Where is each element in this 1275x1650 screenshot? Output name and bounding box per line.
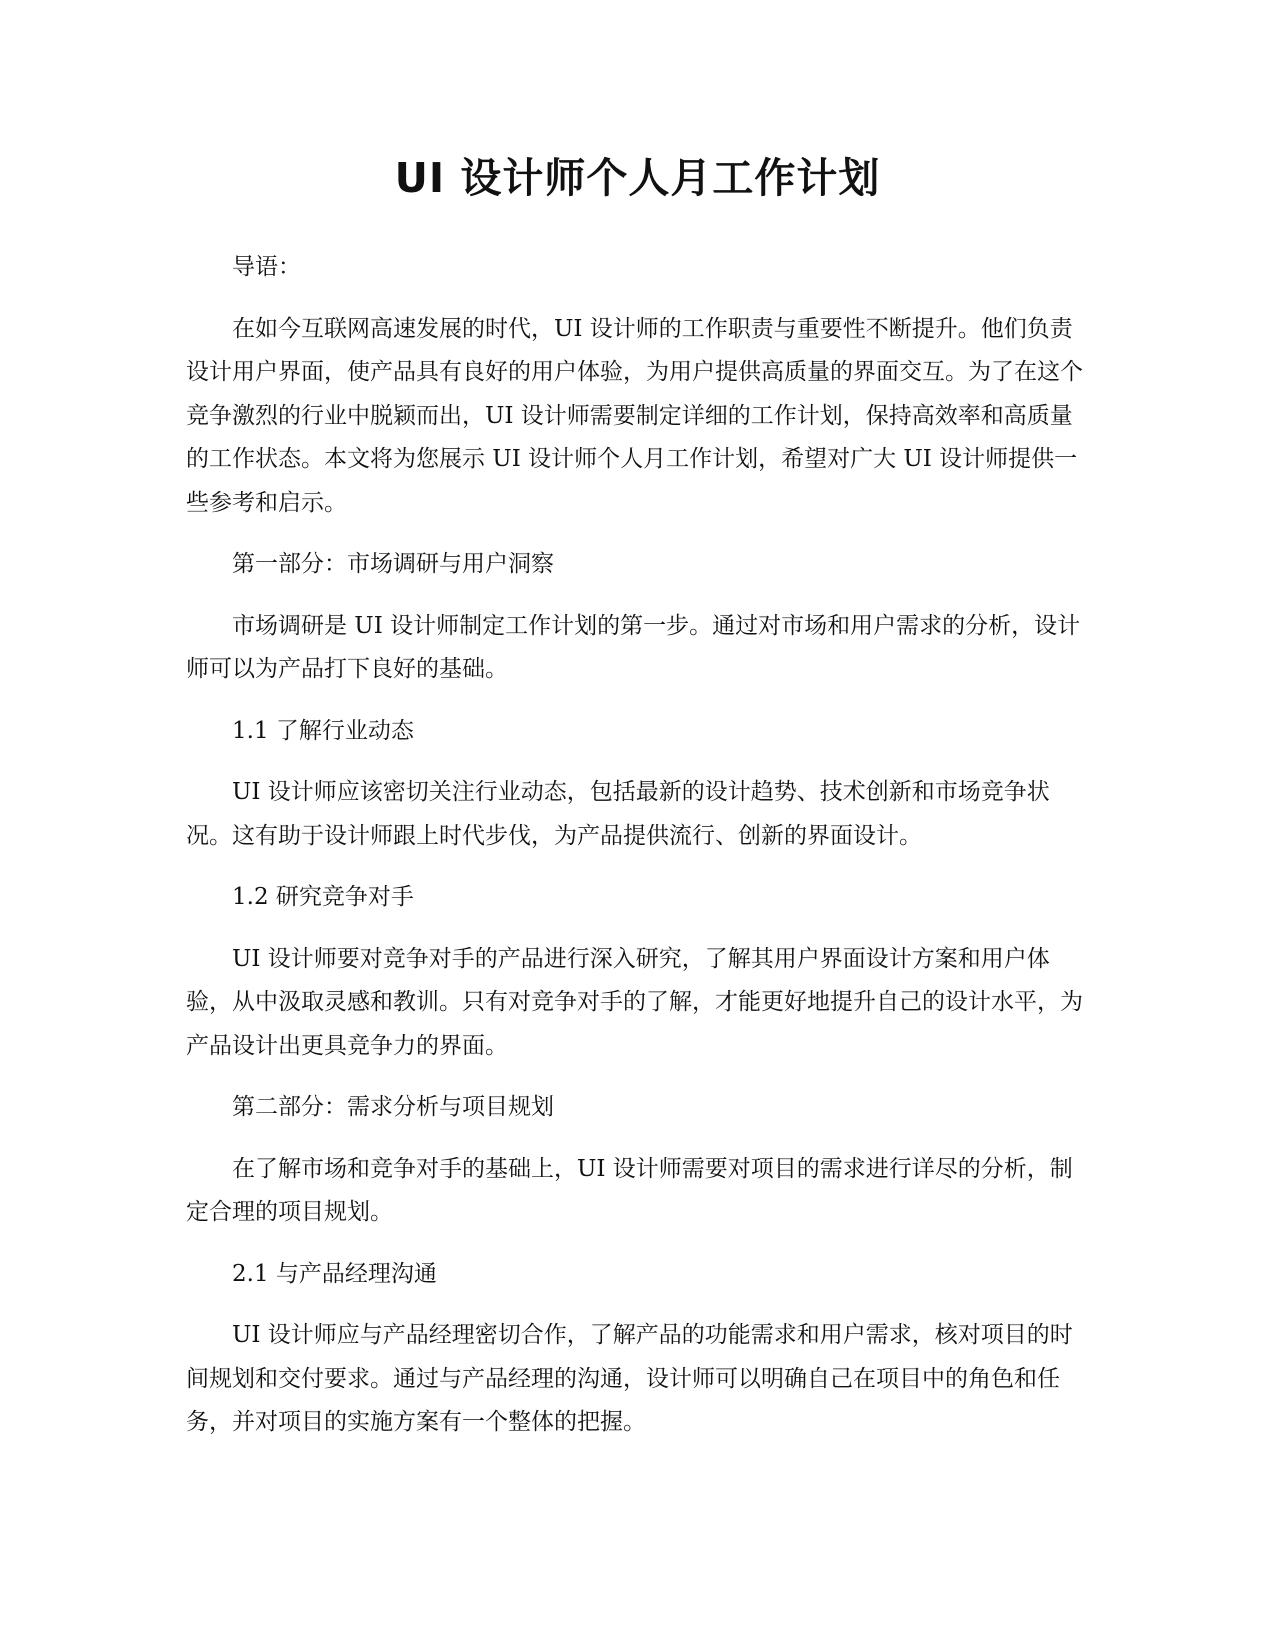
subsection-2-1-heading: 2.1 与产品经理沟通: [232, 1260, 437, 1287]
section-1-heading: 第一部分：市场调研与用户洞察: [232, 551, 554, 577]
section-2-heading: 第二部分：需求分析与项目规划: [232, 1094, 554, 1120]
intro-paragraph: 在如今互联网高速发展的时代，UI 设计师的工作职责与重要性不断提升。他们负责设计用户界面，使产品具有良好的用户体验，为用户提供高质量的界面交互。为了在这个竞争激烈的行业中脱颖而出，UI 设计师需要制定详细的工作计划，保持高效率和高质量的工作状态。本文将为您展示 UI 设计师个人月工作计划，希望对广大 UI 设计师提供一些参考和启示。: [186, 315, 1083, 516]
subsection-1-2-paragraph: UI 设计师要对竞争对手的产品进行深入研究，了解其用户界面设计方案和用户体验，从中汲取灵感和教训。只有对竞争对手的了解，才能更好地提升自己的设计水平，为产品设计出更具竞争力的界面。: [186, 945, 1083, 1059]
document-title: UI 设计师个人月工作计划: [394, 154, 881, 202]
subsection-1-1-heading: 1.1 了解行业动态: [232, 717, 414, 744]
section-1-paragraph: 市场调研是 UI 设计师制定工作计划的第一步。通过对市场和用户需求的分析，设计师可以为产品打下良好的基础。: [186, 612, 1081, 682]
subsection-1-1-paragraph: UI 设计师应该密切关注行业动态，包括最新的设计趋势、技术创新和市场竞争状况。这有助于设计师跟上时代步伐，为产品提供流行、创新的界面设计。: [186, 779, 1050, 849]
subsection-2-1-paragraph: UI 设计师应与产品经理密切合作，了解产品的功能需求和用户需求，核对项目的时间规划和交付要求。通过与产品经理的沟通，设计师可以明确自己在项目中的角色和任务，并对项目的实施方案有一个整体的把握。: [186, 1322, 1073, 1435]
section-2-paragraph: 在了解市场和竞争对手的基础上，UI 设计师需要对项目的需求进行详尽的分析，制定合理的项目规划。: [186, 1155, 1073, 1225]
subsection-1-2-heading: 1.2 研究竞争对手: [232, 884, 414, 910]
intro-heading: 导语：: [232, 254, 301, 280]
document-body: [186, 246, 1086, 1463]
